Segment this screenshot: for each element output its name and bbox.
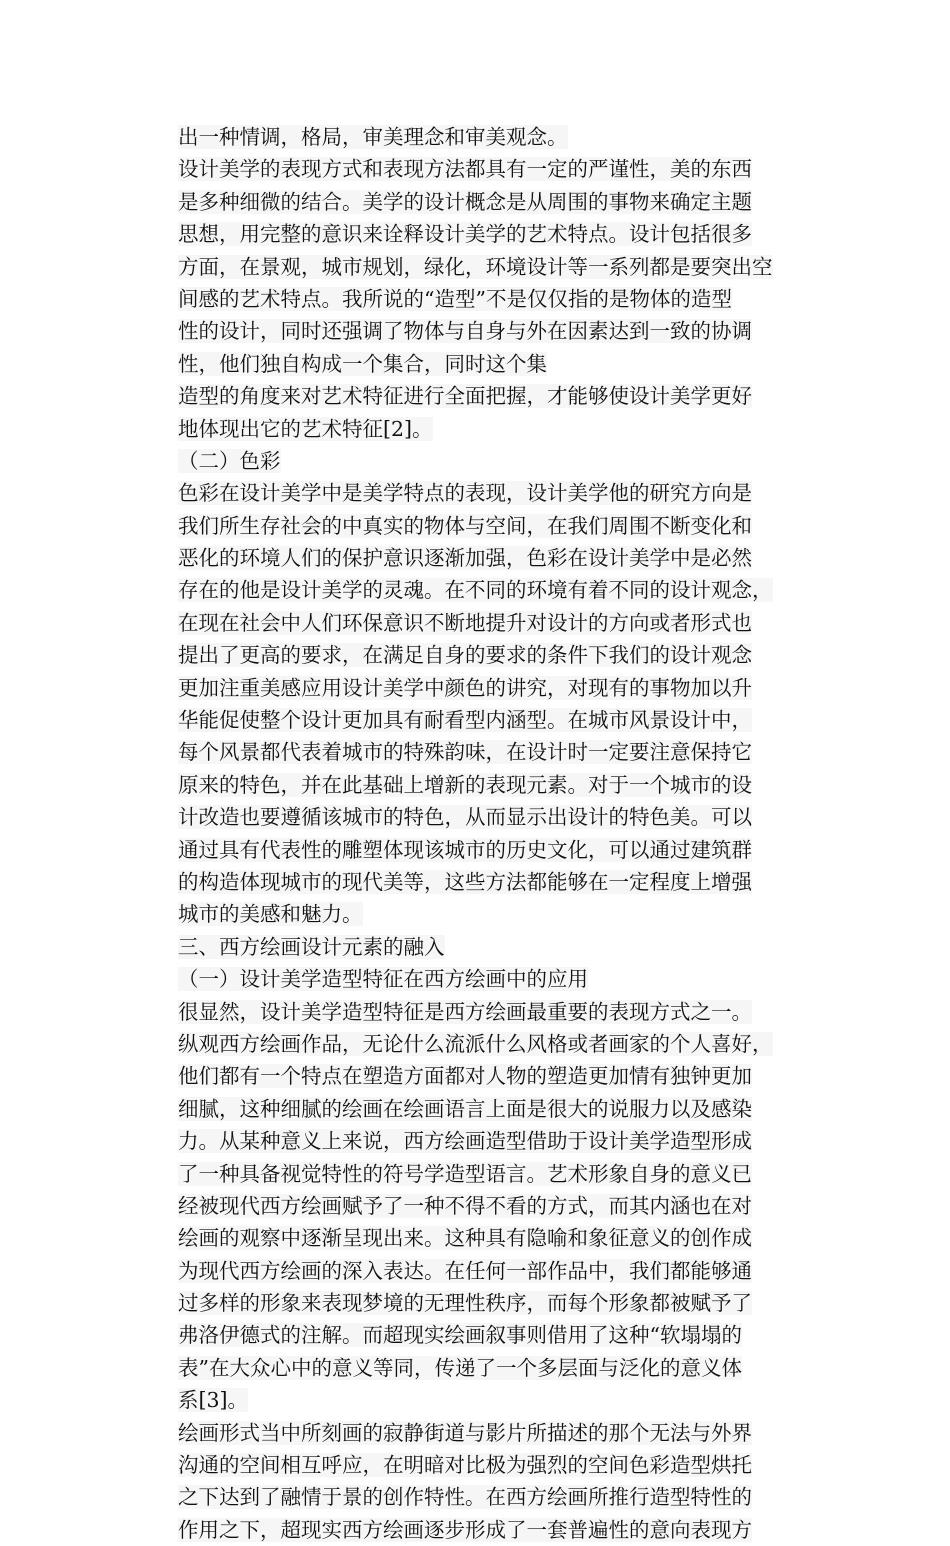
text-line-content: 城市的美感和魅力。 xyxy=(178,902,363,927)
text-line xyxy=(178,1449,828,1481)
text-line-content: 间感的艺术特点。我所说的“造型”不是仅仅指的是物体的造型 xyxy=(178,286,732,311)
text-line-content: 通过具有代表性的雕塑体现该城市的历史文化，可以通过建筑群 xyxy=(178,837,752,862)
text-line-content: 作用之下，超现实西方绘画逐步形成了一套普遍性的意向表现方 xyxy=(178,1517,752,1542)
text-line-content: 性的设计，同时还强调了物体与自身与外在因素达到一致的协调 xyxy=(178,319,752,344)
text-line-content: 沟通的空间相互呼应，在明暗对比极为强烈的空间色彩造型烘托 xyxy=(178,1453,752,1478)
body-text xyxy=(178,121,828,1546)
text-line xyxy=(178,153,828,185)
text-line-content: 恶化的环境人们的保护意识逐渐加强，色彩在设计美学中是必然 xyxy=(178,546,752,571)
text-line-content: 更加注重美感应用设计美学中颜色的讲究，对现有的事物加以升 xyxy=(178,675,752,700)
text-line-content: 出一种情调，格局，审美理念和审美观念。 xyxy=(178,125,568,149)
text-line xyxy=(178,834,828,866)
text-line-content: 弗洛伊德式的注解。而超现实绘画叙事则借用了这种“软塌塌的 xyxy=(178,1323,742,1348)
text-line-content: 绘画形式当中所刻画的寂静街道与影片所描述的那个无法与外界 xyxy=(178,1420,752,1445)
text-line xyxy=(178,963,828,995)
text-line xyxy=(178,1222,828,1254)
text-line xyxy=(178,866,828,898)
text-line xyxy=(178,542,828,574)
text-line xyxy=(178,218,828,250)
text-line xyxy=(178,1060,828,1092)
text-line-content: 方面，在景观，城市规划，绿化，环境设计等一系列都是要突出空 xyxy=(178,254,773,279)
text-line-content: 他们都有一个特点在塑造方面都对人物的塑造更加情有独钟更加 xyxy=(178,1064,752,1089)
text-line-content: 地体现出它的艺术特征[2]。 xyxy=(178,416,433,441)
text-line-content: 原来的特色，并在此基础上增新的表现元素。对于一个城市的设 xyxy=(178,772,752,797)
text-line-content: 设计美学的表现方式和表现方法都具有一定的严谨性，美的东西 xyxy=(178,157,752,182)
text-line xyxy=(178,672,828,704)
text-line-content: 计改造也要遵循该城市的特色，从而显示出设计的特色美。可以 xyxy=(178,805,752,830)
text-line xyxy=(178,348,828,380)
text-line xyxy=(178,1255,828,1287)
text-line xyxy=(178,639,828,671)
text-line xyxy=(178,445,828,477)
text-line xyxy=(178,1384,828,1416)
text-line-content: 是多种细微的结合。美学的设计概念是从周围的事物来确定主题 xyxy=(178,189,752,214)
text-line-content: 经被现代西方绘画赋予了一种不得不看的方式，而其内涵也在对 xyxy=(178,1193,752,1218)
text-line-content: 造型的角度来对艺术特征进行全面把握，才能够使设计美学更好 xyxy=(178,384,752,409)
text-line-content: 力。从某种意义上来说，西方绘画造型借助于设计美学造型形成 xyxy=(178,1129,752,1154)
text-line-content: 每个风景都代表着城市的特殊韵味，在设计时一定要注意保持它 xyxy=(178,740,752,765)
text-line-content: 纵观西方绘画作品，无论什么流派什么风格或者画家的个人喜好， xyxy=(178,1031,773,1056)
text-line xyxy=(178,996,828,1028)
text-line xyxy=(178,1514,828,1546)
text-line xyxy=(178,1190,828,1222)
text-line xyxy=(178,574,828,606)
text-line-content: 在现在社会中人们环保意识不断地提升对设计的方向或者形式也 xyxy=(178,610,752,635)
text-line xyxy=(178,283,828,315)
text-line-content: 很显然，设计美学造型特征是西方绘画最重要的表现方式之一。 xyxy=(178,999,752,1024)
text-line xyxy=(178,510,828,542)
text-line xyxy=(178,121,828,153)
text-line xyxy=(178,251,828,283)
text-line xyxy=(178,1093,828,1125)
text-line xyxy=(178,1319,828,1351)
text-line-content: 思想，用完整的意识来诠释设计美学的艺术特点。设计包括很多 xyxy=(178,222,752,247)
text-line xyxy=(178,607,828,639)
text-line xyxy=(178,1287,828,1319)
text-line-content: 华能促使整个设计更加具有耐看型内涵型。在城市风景设计中， xyxy=(178,708,752,733)
text-line xyxy=(178,413,828,445)
text-line-content: 色彩在设计美学中是美学特点的表现，设计美学他的研究方向是 xyxy=(178,481,752,506)
text-line-content: 三、西方绘画设计元素的融入 xyxy=(178,934,445,959)
text-line-content: 系[3]。 xyxy=(178,1388,249,1413)
text-line-content: 我们所生存社会的中真实的物体与空间，在我们周围不断变化和 xyxy=(178,513,752,538)
text-line xyxy=(178,1125,828,1157)
text-line xyxy=(178,736,828,768)
text-line xyxy=(178,931,828,963)
text-line xyxy=(178,477,828,509)
text-line xyxy=(178,801,828,833)
text-line xyxy=(178,186,828,218)
text-line-content: 性，他们独自构成一个集合，同时这个集 xyxy=(178,351,547,376)
text-line-content: 细腻，这种细腻的绘画在绘画语言上面是很大的说服力以及感染 xyxy=(178,1096,752,1121)
text-line-content: 表”在大众心中的意义等同，传递了一个多层面与泛化的意义体 xyxy=(178,1355,742,1380)
text-line xyxy=(178,1481,828,1513)
text-line-content: 了一种具备视觉特性的符号学造型语言。艺术形象自身的意义已 xyxy=(178,1161,752,1186)
text-line-content: （一）设计美学造型特征在西方绘画中的应用 xyxy=(178,967,588,992)
text-line-content: 提出了更高的要求，在满足自身的要求的条件下我们的设计观念 xyxy=(178,643,752,668)
text-line-content: 存在的他是设计美学的灵魂。在不同的环境有着不同的设计观念， xyxy=(178,578,773,603)
text-line xyxy=(178,380,828,412)
text-line xyxy=(178,1352,828,1384)
text-line xyxy=(178,1417,828,1449)
text-line-content: 的构造体现城市的现代美等，这些方法都能够在一定程度上增强 xyxy=(178,869,752,894)
text-line xyxy=(178,704,828,736)
text-line-content: （二）色彩 xyxy=(178,448,281,473)
text-line xyxy=(178,1158,828,1190)
text-line xyxy=(178,769,828,801)
text-line xyxy=(178,1028,828,1060)
text-line-content: 过多样的形象来表现梦境的无理性秩序，而每个形象都被赋予了 xyxy=(178,1291,752,1316)
text-line xyxy=(178,315,828,347)
text-line-content: 绘画的观察中逐渐呈现出来。这种具有隐喻和象征意义的创作成 xyxy=(178,1226,752,1251)
text-line-content: 为现代西方绘画的深入表达。在任何一部作品中，我们都能够通 xyxy=(178,1258,752,1283)
text-line-content: 之下达到了融情于景的创作特性。在西方绘画所推行造型特性的 xyxy=(178,1485,752,1510)
text-line xyxy=(178,898,828,930)
